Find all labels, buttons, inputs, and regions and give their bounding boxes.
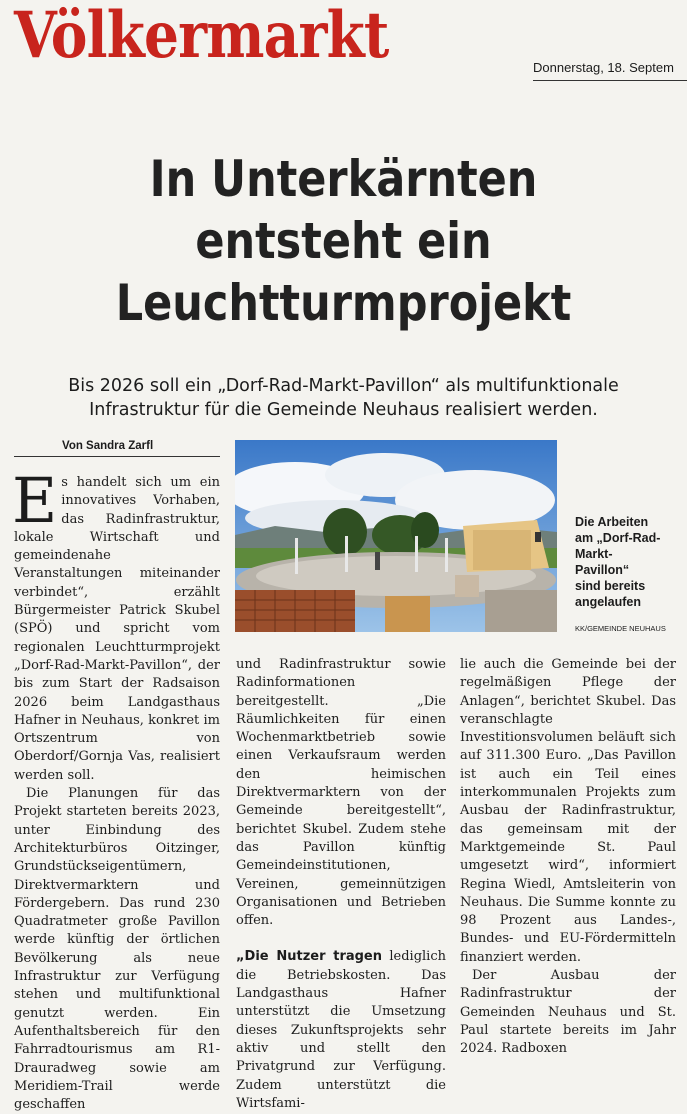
article-column-1	[12, 464, 220, 1114]
caption-line: Die Arbeiten	[575, 515, 649, 529]
photo-caption	[575, 514, 660, 610]
caption-line: Markt-	[575, 547, 613, 561]
issue-date: Donnerstag, 18. Septem	[533, 60, 674, 75]
article-headline	[48, 148, 639, 334]
caption-line: sind bereits	[575, 579, 646, 593]
subhead-line: Infrastruktur für die Gemeinde Neuhaus realisiert werden.	[89, 400, 598, 420]
caption-line: angelaufen	[575, 595, 641, 609]
byline-rule	[14, 456, 220, 457]
headline-line: Leuchtturmprojekt	[115, 274, 572, 332]
headline-line: In Unterkärnten	[149, 150, 538, 208]
subhead-line: Bis 2026 soll ein „Dorf-Rad-Markt-Pavillon“ als multifunktionale	[68, 376, 619, 396]
photo-credit: KK/GEMEINDE NEUHAUS	[575, 624, 666, 633]
article-subheadline	[20, 374, 667, 422]
body-paragraph	[236, 948, 446, 1113]
caption-line: am „Dorf-Rad-	[575, 531, 661, 545]
body-paragraph: und Radinfrastruktur sowie Radinformationen bereitgestellt. „Die Räumlichkeiten für einen Wochenmarktbetrieb sowie einen Verkaufsraum werden den heimischen Direktvermarktern von der Gemeinde bereitgestellt“, berichtet Skubel. Zudem stehe das Pavillon künftig Gemeindeinstitutionen, Vereinen, gemeinnützigen Organisationen und Betrieben offen.	[236, 657, 446, 929]
paragraph-text: s handelt sich um ein innovatives Vorhaben, das Radinfrastruktur, lokale Wirtschaft und gemeindenahe Veranstaltungen miteinander verbindet“, erzählt Bürgermeister Patrick Skubel (SPÖ) und spricht vom regionalen Leuchtturmprojekt „Dorf-Rad-Markt-Pavillon“, der bis zum Start der Radsaison 2026 beim Landgasthaus Hafner in Neuhaus, konkret im Ortszentrum von Oberdorf/Gornja Vas, realisiert werden soll.	[14, 475, 220, 783]
drop-cap: E	[12, 464, 58, 537]
headline-line: entsteht ein	[195, 212, 492, 270]
subsection-lead: „Die Nutzer tragen	[236, 949, 383, 965]
body-paragraph	[12, 464, 220, 785]
body-paragraph: Die Planungen für das Projekt starteten bereits 2023, unter Einbindung des Architekturbüros Oitzinger, Grundstückseigentümern, Direktvermarktern und Fördergebern. Das rund 230 Quadratmeter große Pavillon werde künftig der örtlichen Bevölkerung als neue Infrastruktur zur Verfügung stehen und multifunktional genutzt werden. Ein Aufenthaltsbereich für den Fahrradtourismus am R1-Drauradweg sowie am Meridiem-Trail werde geschaffen	[14, 786, 220, 1113]
body-paragraph: Der Ausbau der Radinfrastruktur der Gemeinden Neuhaus und St. Paul startete bereits im Jahr 2024. Radboxen	[460, 968, 676, 1057]
article-column-3	[460, 656, 676, 1059]
author-byline: Von Sandra Zarfl	[62, 440, 154, 452]
paragraph-text: lediglich die Betriebskosten. Das Landgasthaus Hafner unterstützt die Umsetzung dieses Zukunftsprojekts sehr aktiv und stellt den Privatgrund zur Verfügung. Zudem unterstützt die Wirtsfami-	[236, 949, 446, 1111]
body-paragraph: lie auch die Gemeinde bei der regelmäßigen Pflege der Anlagen“, berichtet Skubel. Das veranschlagte Investitionsvolumen beläuft sich auf 311.300 Euro. „Das Pavillon ist auch ein Teil eines interkommunalen Projekts zum Ausbau der Radinfrastruktur, das gemeinsam mit der Marktgemeinde St. Paul umgesetzt wird“, informiert Regina Wiedl, Amtsleiterin von Neuhaus. Die Summe konnte zu 98 Prozent aus Landes-, Bundes- und EU-Fördermitteln finanziert werden.	[460, 657, 676, 965]
caption-line: Pavillon“	[575, 563, 630, 577]
construction-photo	[235, 440, 557, 632]
date-rule	[533, 80, 687, 81]
article-column-2	[236, 656, 446, 1113]
newspaper-masthead: Völkermarkt	[14, 0, 389, 73]
